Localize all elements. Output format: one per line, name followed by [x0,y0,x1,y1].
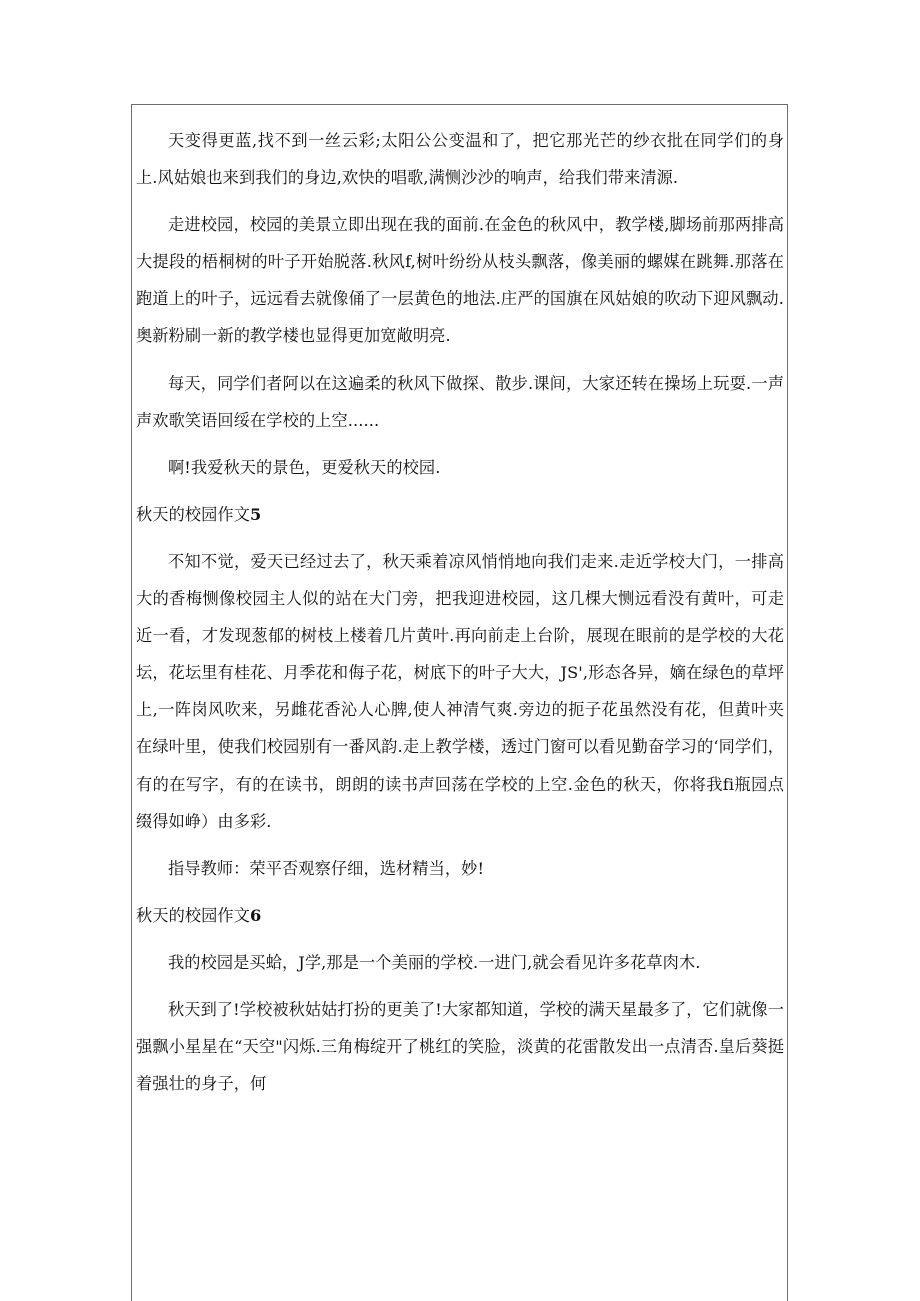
section-heading-6 [136,897,784,934]
paragraph: 不知不觉，爱天已经过去了，秋天乘着凉风悄悄地向我们走来.走近学校大门，一排高大的香梅恻像校园主人似的站在大门旁，把我迎进校园，这几棵大恻远看没有黄叶，可走近一看，才发现葱郁的树枝上楼着几片黄叶.再向前走上台阶，展现在眼前的是学校的大花坛，花坛里有桂花、月季花和侮子花，树底下的叶子大大，JS',形态各异，嫡在绿色的草坪上,一阵岗风吹来，另雌花香沁人心脾,使人神清气爽.旁边的扼子花虽然没有花，但黄叶夹在绿叶里，使我们校园别有一番风韵.走上教学楼，透过门窗可以看见勤奋学习的‘同学们，有的在写字，有的在读书，朗朗的读书声回荡在学校的上空.金色的秋天，你将我fi瓶园点缀得如峥）由多彩. [136,551,784,831]
teacher-comment: 指导教师：荣平否观察仔细，选材精当，妙! [168,858,485,878]
paragraph: 天变得更蓝,找不到一丝云彩;太阳公公变温和了，把它那光芒的纱衣批在同学们的身上.风姑娘也来到我们的身边,欢快的唱歌,满恻沙沙的响声，给我们带来清源. [136,131,784,188]
paragraph: 秋天到了!学校被秋姑姑打扮的更美了!大家都知道，学校的满天星最多了，它们就像一强飘小星星在“天空"闪烁.三角梅绽开了桃红的笑脸，淡黄的花雷散发出一点清否.皇后葵挺着强壮的身子，何 [136,999,784,1094]
section-heading-5 [136,496,784,533]
document-body [136,122,784,1112]
paragraph: 走进校园，校园的美景立即出现在我的面前.在金色的秋风中，教学楼,脚场前那两排高大提段的梧桐树的叶子开始脱落.秋风f,树叶纷纷从枝头飘落，像美丽的螺媒在跳舞.那落在跑道上的叶子，远远看去就像俑了一层黄色的地法.庄严的国旗在风姑娘的吹动下迎风飘动.奥新粉刷一新的教学楼也显得更加宽敞明亮. [136,215,784,346]
paragraph: 啊!我爱秋天的景色，更爱秋天的校园. [168,457,441,477]
heading-number: 6 [250,905,262,925]
heading-number: 5 [250,504,262,524]
heading-text: 秋天的校园作文 [136,504,251,524]
paragraph: 每天，同学们者阿以在这遍柔的秋风下做探、散步.课间，大家还转在操场上玩耍.一声声欢歌笑语回绥在学校的上空...... [136,373,784,430]
heading-text: 秋天的校园作文 [136,905,251,925]
paragraph: 我的校园是买蛤，J学,那是一个美丽的学校.一进门,就会看见许多花草肉木. [168,952,701,972]
